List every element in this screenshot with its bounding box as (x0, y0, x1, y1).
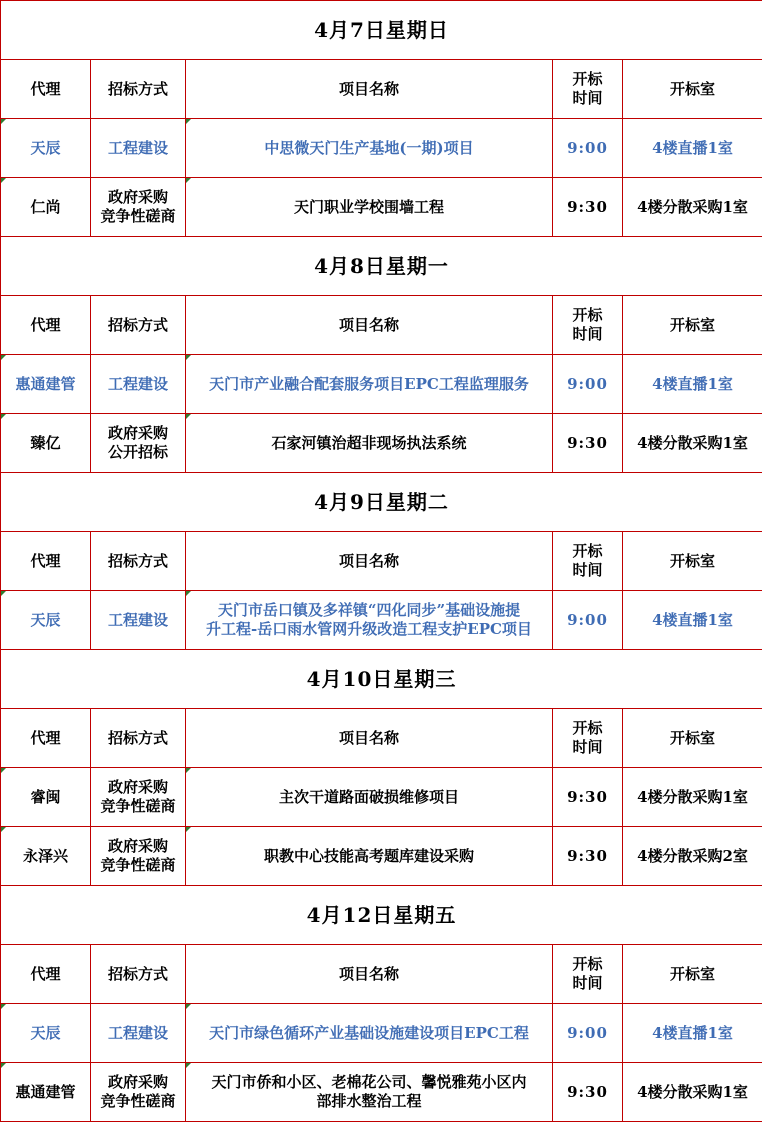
project-cell (186, 1004, 553, 1063)
room-text: 4楼分散采购1室 (637, 787, 748, 806)
agent-cell (1, 1004, 91, 1063)
col-header-project-text: 项目名称 (338, 728, 399, 747)
col-header-room (623, 532, 762, 591)
table-row (1, 414, 762, 473)
column-header-row (1, 709, 762, 768)
day-header-row (1, 237, 762, 296)
room-cell (623, 414, 762, 473)
col-header-project-text: 项目名称 (338, 79, 399, 98)
day-title (1, 237, 762, 296)
col-header-method (91, 532, 186, 591)
column-header-row (1, 945, 762, 1004)
col-header-method (91, 60, 186, 119)
col-header-project-text: 项目名称 (338, 964, 399, 983)
project-cell (186, 414, 553, 473)
col-header-time (553, 296, 623, 355)
agent-text: 永泽兴 (22, 846, 68, 865)
day-header-row (1, 650, 762, 709)
agent-text: 仁尚 (30, 197, 61, 216)
day-header-row (1, 473, 762, 532)
col-header-project (186, 709, 553, 768)
time-text: 9:30 (567, 787, 608, 806)
agent-cell (1, 768, 91, 827)
time-text: 9:30 (567, 433, 608, 452)
room-cell (623, 178, 762, 237)
project-text: 主次干道路面破损维修项目 (278, 787, 459, 806)
day-header-row (1, 886, 762, 945)
day-title (1, 886, 762, 945)
room-cell (623, 1004, 762, 1063)
table-row (1, 591, 762, 650)
agent-cell (1, 178, 91, 237)
time-text: 9:30 (567, 1082, 608, 1101)
agent-text: 天辰 (30, 138, 61, 157)
col-header-room (623, 60, 762, 119)
column-header-row (1, 532, 762, 591)
method-cell (91, 1063, 186, 1122)
time-cell (553, 414, 623, 473)
agent-cell (1, 1063, 91, 1122)
day-title-text: 4月12日星期五 (306, 902, 457, 927)
col-header-project-text: 项目名称 (338, 551, 399, 570)
method-text: 竞争性磋商 (100, 856, 176, 874)
method-cell (91, 414, 186, 473)
col-header-method (91, 296, 186, 355)
col-header-time-text: 时间 (572, 89, 603, 107)
method-text: 竞争性磋商 (100, 1092, 176, 1110)
col-header-agent-text: 代理 (30, 79, 61, 98)
method-cell (91, 355, 186, 414)
method-text: 工程建设 (107, 138, 168, 157)
agent-cell (1, 355, 91, 414)
agent-cell (1, 827, 91, 886)
agent-text: 臻亿 (30, 433, 61, 452)
time-cell (553, 178, 623, 237)
table-row (1, 1004, 762, 1063)
time-cell (553, 768, 623, 827)
col-header-agent (1, 60, 91, 119)
col-header-project (186, 532, 553, 591)
room-cell (623, 355, 762, 414)
method-cell (91, 1004, 186, 1063)
project-text: 天门职业学校围墙工程 (293, 197, 444, 216)
project-cell (186, 178, 553, 237)
room-text: 4楼分散采购1室 (637, 433, 748, 452)
room-cell (623, 1063, 762, 1122)
time-cell (553, 827, 623, 886)
col-header-method-text: 招标方式 (107, 728, 168, 747)
col-header-agent-text: 代理 (30, 551, 61, 570)
col-header-agent-text: 代理 (30, 728, 61, 747)
project-text: 天门市侨和小区、老棉花公司、馨悦雅苑小区内 (211, 1073, 527, 1091)
project-cell (186, 591, 553, 650)
col-header-time-text: 时间 (572, 325, 603, 343)
col-header-room (623, 945, 762, 1004)
time-cell (553, 1063, 623, 1122)
col-header-time (553, 709, 623, 768)
project-cell (186, 768, 553, 827)
project-text: 石家河镇治超非现场执法系统 (271, 433, 467, 452)
col-header-time-text: 开标 (572, 306, 603, 324)
table-row (1, 355, 762, 414)
col-header-method-text: 招标方式 (107, 315, 168, 334)
col-header-method-text: 招标方式 (107, 79, 168, 98)
col-header-time-text: 开标 (572, 70, 603, 88)
col-header-project (186, 60, 553, 119)
method-text: 竞争性磋商 (100, 797, 176, 815)
col-header-project (186, 296, 553, 355)
col-header-time-text: 开标 (572, 542, 603, 560)
method-text: 政府采购 (107, 1073, 168, 1091)
time-text: 9:30 (567, 846, 608, 865)
agent-text: 惠通建管 (15, 1082, 76, 1101)
agent-cell (1, 414, 91, 473)
col-header-agent (1, 296, 91, 355)
room-cell (623, 768, 762, 827)
project-text: 升工程-岳口雨水管网升级改造工程支护EPC项目 (206, 620, 532, 638)
project-text: 职教中心技能高考题库建设采购 (263, 846, 474, 865)
col-header-agent-text: 代理 (30, 964, 61, 983)
time-text: 9:00 (567, 374, 608, 393)
method-text: 政府采购 (107, 188, 168, 206)
col-header-room-text: 开标室 (669, 964, 715, 983)
project-text: 天门市绿色循环产业基础设施建设项目EPC工程 (209, 1023, 529, 1042)
method-cell (91, 827, 186, 886)
col-header-time-text: 开标 (572, 955, 603, 973)
agent-cell (1, 119, 91, 178)
col-header-method-text: 招标方式 (107, 551, 168, 570)
col-header-project (186, 945, 553, 1004)
day-title-text: 4月10日星期三 (306, 666, 457, 691)
room-cell (623, 119, 762, 178)
column-header-row (1, 60, 762, 119)
col-header-method-text: 招标方式 (107, 964, 168, 983)
agent-cell (1, 591, 91, 650)
method-text: 公开招标 (107, 443, 168, 461)
day-title-text: 4月9日星期二 (314, 489, 449, 514)
room-text: 4楼分散采购1室 (637, 197, 748, 216)
table-row (1, 1063, 762, 1122)
project-cell (186, 119, 553, 178)
col-header-agent (1, 532, 91, 591)
method-cell (91, 178, 186, 237)
col-header-agent (1, 709, 91, 768)
day-title (1, 1, 762, 60)
col-header-time-text: 时间 (572, 561, 603, 579)
project-text: 中思微天门生产基地(一期)项目 (264, 138, 474, 157)
schedule-body (1, 1, 762, 1122)
time-cell (553, 355, 623, 414)
day-title (1, 650, 762, 709)
col-header-method (91, 709, 186, 768)
room-cell (623, 827, 762, 886)
table-row (1, 178, 762, 237)
room-text: 4楼分散采购2室 (637, 846, 748, 865)
room-text: 4楼直播1室 (652, 1023, 733, 1042)
method-cell (91, 591, 186, 650)
col-header-time-text: 时间 (572, 974, 603, 992)
time-text: 9:30 (567, 197, 608, 216)
col-header-room-text: 开标室 (669, 315, 715, 334)
project-cell (186, 827, 553, 886)
room-text: 4楼直播1室 (652, 610, 733, 629)
method-cell (91, 119, 186, 178)
agent-text: 睿闽 (30, 787, 61, 806)
agent-text: 惠通建管 (15, 374, 76, 393)
col-header-time (553, 945, 623, 1004)
method-text: 工程建设 (107, 610, 168, 629)
col-header-time-text: 时间 (572, 738, 603, 756)
time-text: 9:00 (567, 138, 608, 157)
col-header-time (553, 60, 623, 119)
method-text: 政府采购 (107, 424, 168, 442)
col-header-room-text: 开标室 (669, 551, 715, 570)
col-header-method (91, 945, 186, 1004)
col-header-time-text: 开标 (572, 719, 603, 737)
agent-text: 天辰 (30, 610, 61, 629)
project-text: 天门市产业融合配套服务项目EPC工程监理服务 (209, 374, 529, 393)
time-text: 9:00 (567, 1023, 608, 1042)
table-row (1, 119, 762, 178)
room-text: 4楼直播1室 (652, 138, 733, 157)
time-cell (553, 1004, 623, 1063)
column-header-row (1, 296, 762, 355)
method-text: 政府采购 (107, 778, 168, 796)
method-text: 政府采购 (107, 837, 168, 855)
col-header-room (623, 296, 762, 355)
time-cell (553, 119, 623, 178)
col-header-project-text: 项目名称 (338, 315, 399, 334)
col-header-agent-text: 代理 (30, 315, 61, 334)
day-header-row (1, 1, 762, 60)
project-text: 部排水整治工程 (316, 1092, 422, 1110)
method-text: 工程建设 (107, 374, 168, 393)
project-cell (186, 355, 553, 414)
time-text: 9:00 (567, 610, 608, 629)
room-text: 4楼直播1室 (652, 374, 733, 393)
room-text: 4楼分散采购1室 (637, 1082, 748, 1101)
day-title (1, 473, 762, 532)
agent-text: 天辰 (30, 1023, 61, 1042)
col-header-room-text: 开标室 (669, 728, 715, 747)
project-cell (186, 1063, 553, 1122)
col-header-time (553, 532, 623, 591)
table-row (1, 768, 762, 827)
project-text: 天门市岳口镇及多祥镇“四化同步”基础设施提 (217, 601, 521, 619)
day-title-text: 4月7日星期日 (314, 17, 449, 42)
method-cell (91, 768, 186, 827)
table-row (1, 827, 762, 886)
method-text: 竞争性磋商 (100, 207, 176, 225)
day-title-text: 4月8日星期一 (314, 253, 449, 278)
time-cell (553, 591, 623, 650)
col-header-agent (1, 945, 91, 1004)
room-cell (623, 591, 762, 650)
col-header-room (623, 709, 762, 768)
method-text: 工程建设 (107, 1023, 168, 1042)
col-header-room-text: 开标室 (669, 79, 715, 98)
